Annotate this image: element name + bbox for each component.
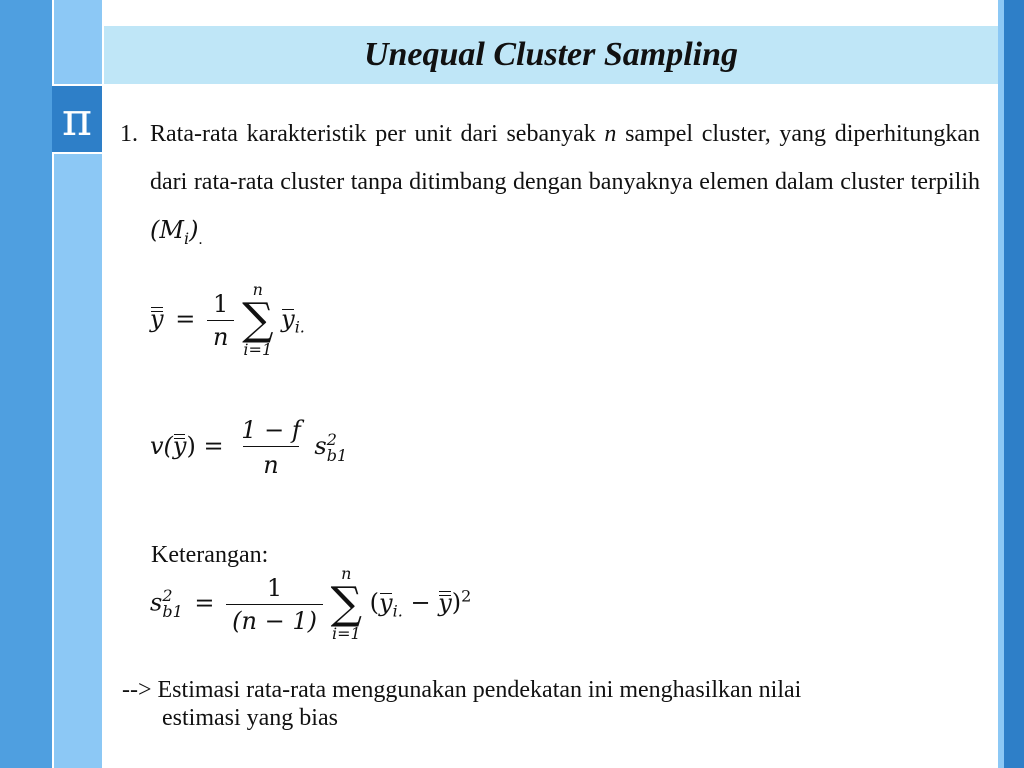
item-text-a: Rata-rata karakteristik per unit dari sebanyak [150,121,605,147]
item-var-mi: $(M_i)$ [150,216,199,248]
note-line-2: estimasi yang bias [162,705,338,731]
slide-content [120,110,980,264]
list-number: 1. [120,121,138,147]
sigma-icon: ∑ [330,578,363,629]
formula-mean-eq: = [175,304,196,333]
note-line-1: --> Estimasi rata-rata menggunakan pendekatan ini menghasilkan nilai [122,677,802,703]
keterangan-label: Keterangan: [151,542,269,568]
formula-variance-fraction: $\frac{1 - f}{n}$ [241,416,301,479]
item-var-n: n [604,121,617,147]
formula-sb1: s 2 b1 = $\frac{1}{(n - 1)}$ n ∑ i=1 $(y_{i.} - y)^2$ [150,564,472,643]
left-stripe [0,0,52,768]
conclusion-note [122,676,992,732]
formula-sb1-sum: n ∑ i=1 [330,564,363,643]
formula-mean-fraction: $\frac{1}{n}$ [207,290,234,351]
item-trail: . [198,230,203,248]
list-item-1 [120,110,980,264]
formula-variance: v(y) = $\frac{1 - f}{n}$ s 2 b1 [150,416,348,479]
title-bar [104,26,998,84]
formula-sb1-fraction: $\frac{1}{(n - 1)}$ [226,574,323,635]
formula-mean-sum: n ∑ i=1 [242,280,274,359]
pi-badge [52,84,102,154]
sigma-icon: ∑ [242,294,274,345]
formula-mean: y = $\frac{1}{n}$ n ∑ i=1 $y_{i.}$ [150,280,305,359]
item-text-b: sampel cluster, yang diperhitungkan dari rata-rata cluster tanpa ditimbang dengan banyaknya elemen dalam cluster terpilih [150,121,980,195]
formula-mean-term: y [281,304,295,333]
pi-icon: π [61,92,93,146]
right-stripe-light [998,0,1004,768]
formula-mean-lhs: y [150,304,164,333]
slide-title: Unequal Cluster Sampling [363,36,739,73]
